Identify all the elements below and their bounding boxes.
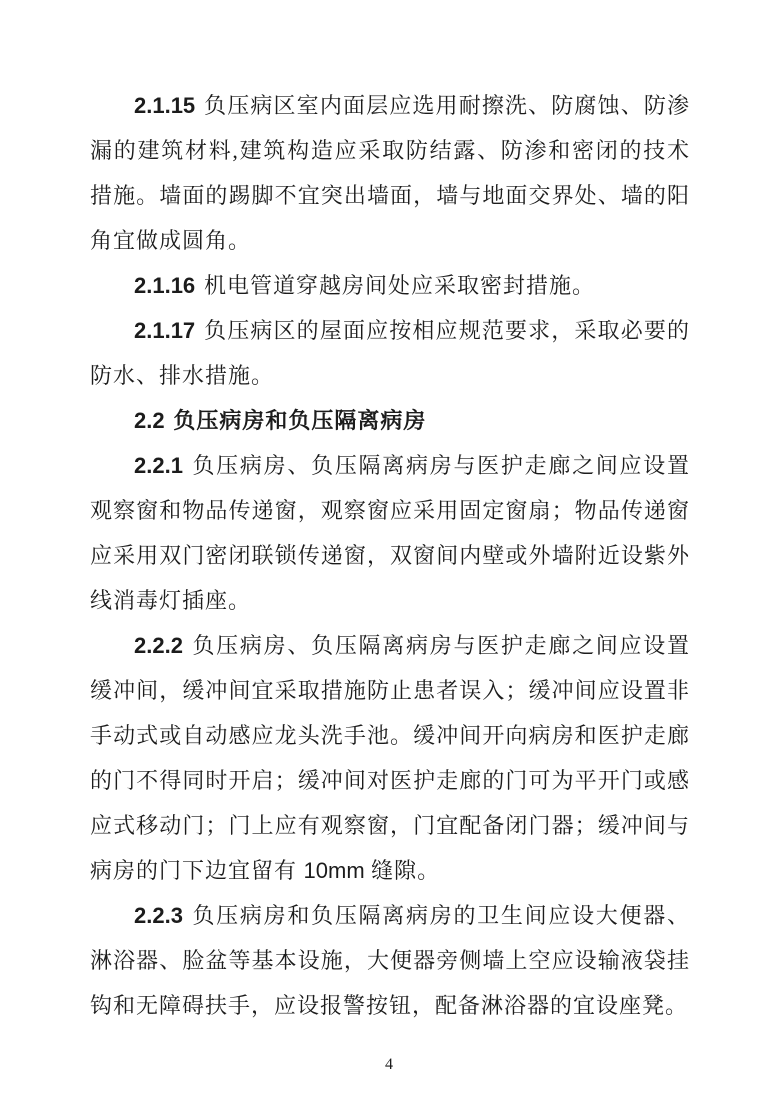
paragraph-2.2: 2.2 负压病房和负压隔离病房: [134, 408, 427, 433]
clause-number: 2.1.16: [134, 273, 196, 298]
paragraph-2.2.2: 2.2.2 负压病房、负压隔离病房与医护走廊之间应设置缓冲间，缓冲间宜采取措施防止患者误入；缓冲间应设置非手动式或自动感应龙头洗手池。缓冲间开向病房和医护走廊的门不得同时开启；缓冲间对医护走廊的门可为平开门或感应式移动门；门上应有观察窗，门宜配备闭门器；缓冲间与病房的门下边宜留有 10mm 缝隙。: [90, 633, 690, 883]
paragraph-2.2.3: 2.2.3 负压病房和负压隔离病房的卫生间应设大便器、淋浴器、脸盆等基本设施，大便器旁侧墙上空应设输液袋挂钩和无障碍扶手，应设报警按钮，配备淋浴器的宜设座凳。: [90, 903, 690, 1018]
clause-number: 2.1.17: [134, 318, 196, 343]
clause-number: 2.2.3: [134, 903, 183, 928]
paragraph-2.1.17: 2.1.17 负压病区的屋面应按相应规范要求，采取必要的防水、排水措施。: [90, 318, 690, 388]
clause-number: 2.2.2: [134, 633, 183, 658]
clause-number: 2.2: [134, 408, 165, 433]
paragraph-2.1.15: 2.1.15 负压病区室内面层应选用耐擦洗、防腐蚀、防渗漏的建筑材料,建筑构造应采取防结露、防渗和密闭的技术措施。墙面的踢脚不宜突出墙面，墙与地面交界处、墙的阳角宜做成圆角。: [90, 93, 690, 253]
paragraph-2.1.16: 2.1.16 机电管道穿越房间处应采取密封措施。: [134, 273, 595, 298]
clause-number: 2.2.1: [134, 453, 183, 478]
latin-text: 10mm: [303, 858, 365, 883]
document-body: [90, 83, 690, 1028]
paragraph-2.2.1: 2.2.1 负压病房、负压隔离病房与医护走廊之间应设置观察窗和物品传递窗，观察窗应采用固定窗扇；物品传递窗应采用双门密闭联锁传递窗，双窗间内壁或外墙附近设紫外线消毒灯插座。: [90, 453, 690, 613]
page-number: 4: [385, 1056, 393, 1073]
clause-number: 2.1.15: [134, 93, 196, 118]
